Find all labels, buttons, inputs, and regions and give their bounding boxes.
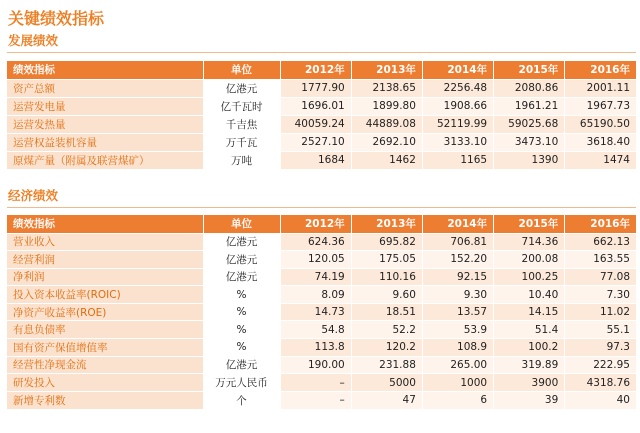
indicator-name: 有息负债率: [7, 321, 203, 339]
indicator-name: 经营利润: [7, 251, 203, 269]
value-cell: 1462: [351, 151, 422, 169]
value-cell: 1696.01: [280, 97, 351, 115]
table-row: [7, 251, 636, 269]
header-year: 2014年: [422, 215, 493, 233]
value-cell: 40059.24: [280, 115, 351, 133]
header-year: 2012年: [280, 215, 351, 233]
value-cell: 100.25: [494, 268, 565, 286]
value-cell: 11.02: [565, 303, 636, 321]
table-row: [7, 268, 636, 286]
value-cell: –: [280, 374, 351, 392]
indicator-name: 资产总额: [7, 79, 203, 97]
value-cell: –: [280, 391, 351, 409]
section-divider: [7, 52, 636, 53]
value-cell: 3473.10: [494, 133, 565, 151]
table-row: [7, 133, 636, 151]
indicator-unit: %: [203, 286, 280, 304]
value-cell: 52.2: [351, 321, 422, 339]
indicator-unit: %: [203, 303, 280, 321]
value-cell: 1908.66: [422, 97, 493, 115]
value-cell: 1000: [422, 374, 493, 392]
indicator-unit: 千吉焦: [203, 115, 280, 133]
value-cell: 14.15: [494, 303, 565, 321]
table-row: [7, 151, 636, 169]
value-cell: 4318.76: [565, 374, 636, 392]
table-row: [7, 79, 636, 97]
development-kpi-table: [7, 61, 636, 169]
value-cell: 2001.11: [565, 79, 636, 97]
header-year: 2013年: [351, 61, 422, 79]
value-cell: 1967.73: [565, 97, 636, 115]
indicator-name: 国有资产保值增值率: [7, 339, 203, 357]
section-divider: [7, 207, 636, 208]
header-year: 2015年: [494, 61, 565, 79]
value-cell: 200.08: [494, 251, 565, 269]
value-cell: 1684: [280, 151, 351, 169]
value-cell: 110.16: [351, 268, 422, 286]
indicator-name: 投入资本收益率(ROIC): [7, 286, 203, 304]
value-cell: 2080.86: [494, 79, 565, 97]
value-cell: 39: [494, 391, 565, 409]
indicator-unit: 万千瓦: [203, 133, 280, 151]
value-cell: 2692.10: [351, 133, 422, 151]
value-cell: 3900: [494, 374, 565, 392]
header-year: 2015年: [494, 215, 565, 233]
value-cell: 2138.65: [351, 79, 422, 97]
value-cell: 52119.99: [422, 115, 493, 133]
value-cell: 8.09: [280, 286, 351, 304]
table-row: [7, 356, 636, 374]
value-cell: 120.05: [280, 251, 351, 269]
value-cell: 13.57: [422, 303, 493, 321]
table-row: [7, 321, 636, 339]
value-cell: 3133.10: [422, 133, 493, 151]
value-cell: 113.8: [280, 339, 351, 357]
value-cell: 97.3: [565, 339, 636, 357]
header-unit: 单位: [203, 215, 280, 233]
indicator-unit: %: [203, 321, 280, 339]
value-cell: 10.40: [494, 286, 565, 304]
header-year: 2013年: [351, 215, 422, 233]
header-indicator: 绩效指标: [7, 61, 203, 79]
indicator-name: 经营性净现金流: [7, 356, 203, 374]
indicator-unit: 万元人民币: [203, 374, 280, 392]
value-cell: 319.89: [494, 356, 565, 374]
value-cell: 1165: [422, 151, 493, 169]
value-cell: 695.82: [351, 233, 422, 251]
indicator-name: 运营权益装机容量: [7, 133, 203, 151]
table-row: [7, 233, 636, 251]
table-header-row: [7, 215, 636, 233]
indicator-name: 净资产收益率(ROE): [7, 303, 203, 321]
value-cell: 77.08: [565, 268, 636, 286]
indicator-unit: 亿港元: [203, 251, 280, 269]
value-cell: 59025.68: [494, 115, 565, 133]
table-row: [7, 391, 636, 409]
indicator-name: 原煤产量（附属及联营煤矿）: [7, 151, 203, 169]
indicator-unit: 亿港元: [203, 356, 280, 374]
indicator-unit: 亿港元: [203, 79, 280, 97]
value-cell: 265.00: [422, 356, 493, 374]
table-header-row: [7, 61, 636, 79]
table-row: [7, 97, 636, 115]
value-cell: 47: [351, 391, 422, 409]
value-cell: 3618.40: [565, 133, 636, 151]
page-title: 关键绩效指标: [8, 9, 105, 28]
value-cell: 92.15: [422, 268, 493, 286]
value-cell: 706.81: [422, 233, 493, 251]
header-year: 2016年: [565, 61, 636, 79]
indicator-unit: 个: [203, 391, 280, 409]
indicator-unit: %: [203, 339, 280, 357]
table-row: [7, 286, 636, 304]
value-cell: 100.2: [494, 339, 565, 357]
value-cell: 51.4: [494, 321, 565, 339]
value-cell: 2527.10: [280, 133, 351, 151]
value-cell: 9.60: [351, 286, 422, 304]
value-cell: 55.1: [565, 321, 636, 339]
section-title-economic: 经济绩效: [8, 188, 59, 203]
value-cell: 163.55: [565, 251, 636, 269]
value-cell: 54.8: [280, 321, 351, 339]
table-row: [7, 115, 636, 133]
value-cell: 152.20: [422, 251, 493, 269]
value-cell: 2256.48: [422, 79, 493, 97]
indicator-unit: 亿港元: [203, 233, 280, 251]
indicator-unit: 亿千瓦时: [203, 97, 280, 115]
value-cell: 1777.90: [280, 79, 351, 97]
value-cell: 231.88: [351, 356, 422, 374]
value-cell: 1390: [494, 151, 565, 169]
value-cell: 74.19: [280, 268, 351, 286]
value-cell: 18.51: [351, 303, 422, 321]
value-cell: 1899.80: [351, 97, 422, 115]
indicator-name: 净利润: [7, 268, 203, 286]
value-cell: 1961.21: [494, 97, 565, 115]
value-cell: 53.9: [422, 321, 493, 339]
table-row: [7, 303, 636, 321]
header-year: 2012年: [280, 61, 351, 79]
value-cell: 5000: [351, 374, 422, 392]
value-cell: 662.13: [565, 233, 636, 251]
header-unit: 单位: [203, 61, 280, 79]
indicator-name: 运营发热量: [7, 115, 203, 133]
value-cell: 120.2: [351, 339, 422, 357]
indicator-unit: 亿港元: [203, 268, 280, 286]
indicator-name: 运营发电量: [7, 97, 203, 115]
value-cell: 9.30: [422, 286, 493, 304]
value-cell: 190.00: [280, 356, 351, 374]
value-cell: 175.05: [351, 251, 422, 269]
section-title-development: 发展绩效: [8, 33, 59, 48]
value-cell: 7.30: [565, 286, 636, 304]
value-cell: 6: [422, 391, 493, 409]
value-cell: 1474: [565, 151, 636, 169]
header-indicator: 绩效指标: [7, 215, 203, 233]
value-cell: 40: [565, 391, 636, 409]
table-row: [7, 339, 636, 357]
value-cell: 65190.50: [565, 115, 636, 133]
table-row: [7, 374, 636, 392]
value-cell: 108.9: [422, 339, 493, 357]
indicator-name: 新增专利数: [7, 391, 203, 409]
value-cell: 222.95: [565, 356, 636, 374]
indicator-unit: 万吨: [203, 151, 280, 169]
value-cell: 44889.08: [351, 115, 422, 133]
value-cell: 14.73: [280, 303, 351, 321]
indicator-name: 研发投入: [7, 374, 203, 392]
header-year: 2014年: [422, 61, 493, 79]
indicator-name: 营业收入: [7, 233, 203, 251]
economic-kpi-table: [7, 215, 636, 409]
header-year: 2016年: [565, 215, 636, 233]
value-cell: 714.36: [494, 233, 565, 251]
value-cell: 624.36: [280, 233, 351, 251]
